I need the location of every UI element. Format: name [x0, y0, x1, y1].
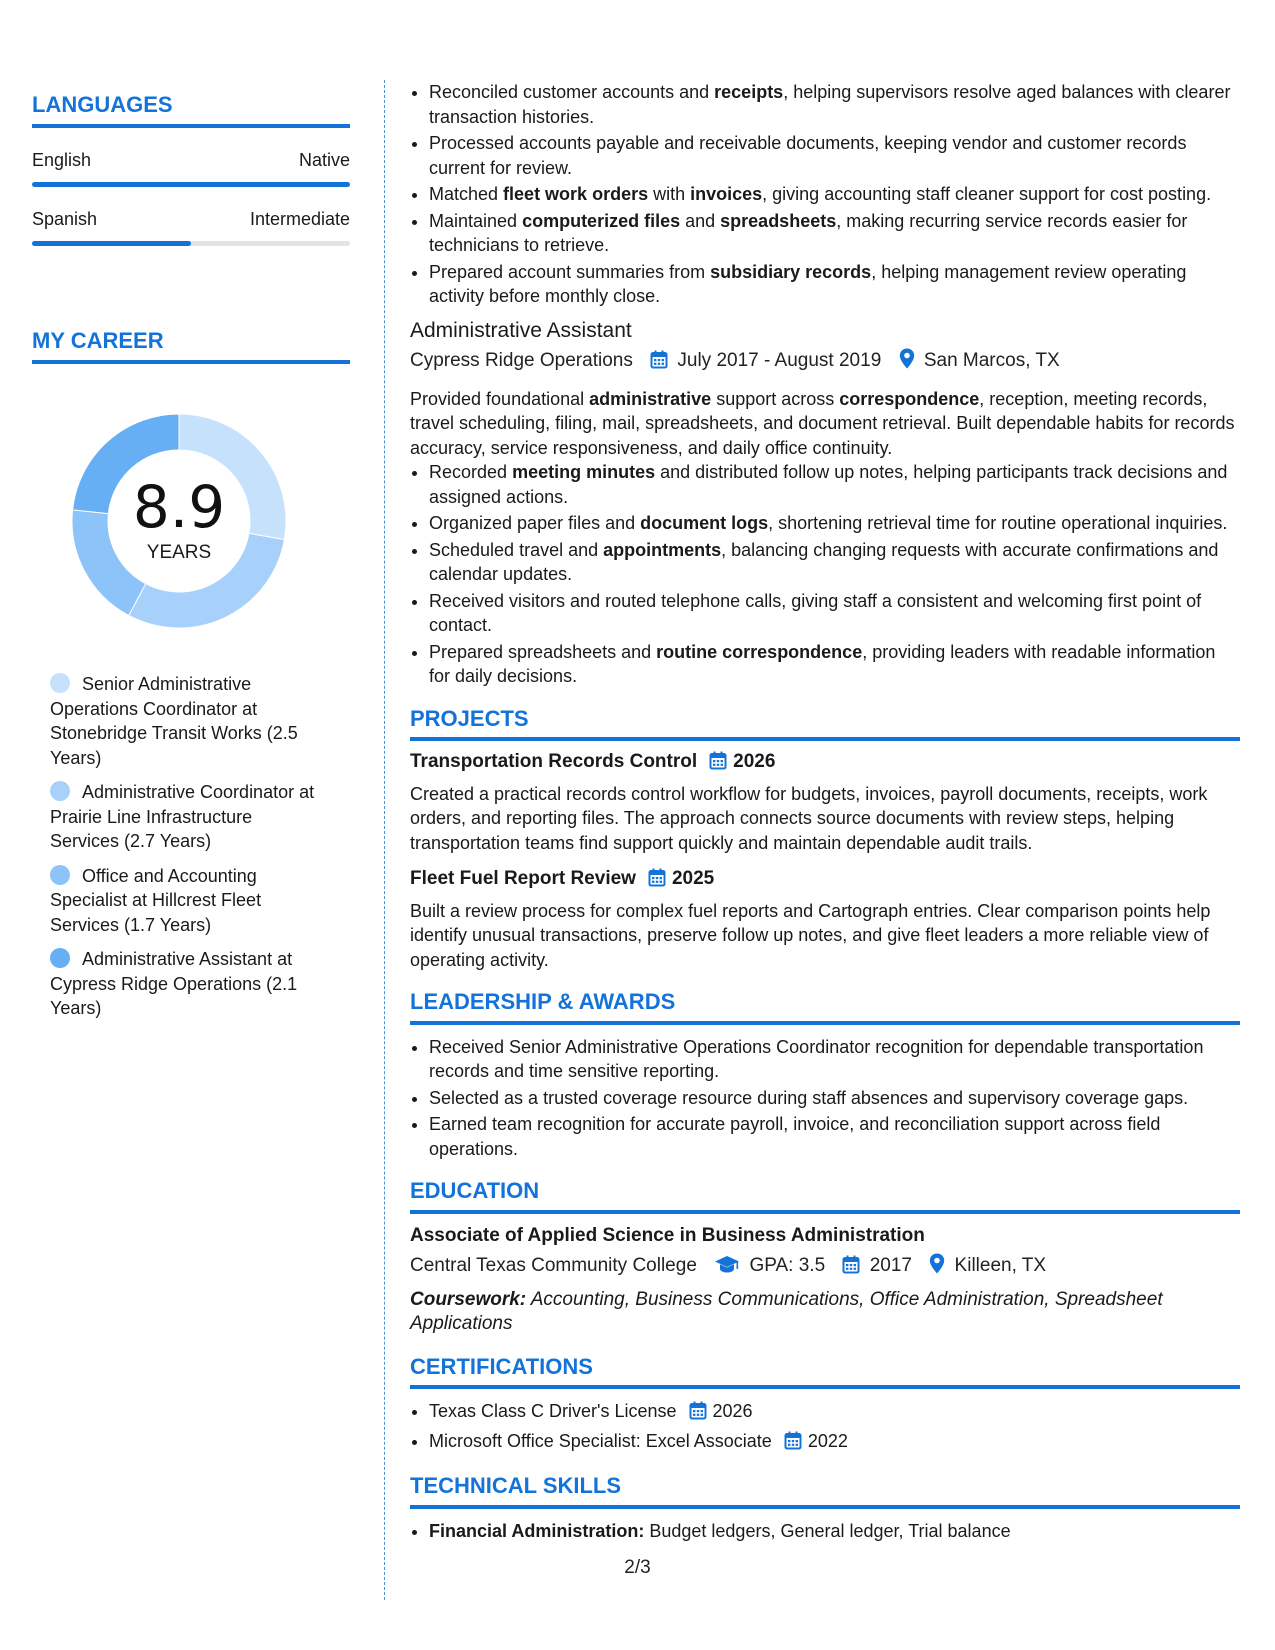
education-year: 2017 [869, 1255, 912, 1276]
certification-name: Microsoft Office Specialist: Excel Associate [429, 1430, 772, 1451]
bullet-item [429, 511, 1240, 536]
page-number: 2/3 [624, 1557, 651, 1578]
certifications-list [410, 1399, 1240, 1456]
language-row [32, 150, 350, 171]
language-level-bar [32, 241, 350, 246]
bullet-item [429, 182, 1240, 207]
text-run: Reconciled customer accounts and [429, 82, 715, 102]
career-legend-label: Administrative Assistant at Cypress Ridge Operations (2.1 Years) [50, 949, 298, 1018]
certification-year: 2022 [807, 1430, 848, 1451]
text-run: with [648, 184, 691, 204]
career-legend-item [50, 864, 320, 938]
project-description: Built a review process for complex fuel reports and Cartograph entries. Clear comparison points help identify unusual transactions, preserve follow up notes, and give fleet leaders a more reliable view of operating activity. [410, 900, 1211, 970]
language-name: Spanish [32, 209, 98, 229]
bold-text: computerized files [522, 210, 681, 231]
previous-job-bullets [410, 80, 1240, 309]
text-run: , shortening retrieval time for routine operational inquiries. [768, 513, 1228, 533]
bullet-item [429, 538, 1240, 587]
certification-name: Texas Class C Driver's License [429, 1401, 677, 1421]
education-coursework [410, 1288, 1240, 1337]
bold-text: meeting minutes [512, 462, 656, 482]
project-name: Transportation Records Control [410, 751, 698, 772]
project-year: 2026 [733, 751, 776, 772]
coursework-list: Accounting, Business Communications, Office Administration, Spreadsheet Applications [410, 1288, 1163, 1334]
skills-title: TECHNICAL SKILLS [410, 1474, 1240, 1509]
career-legend-item [50, 672, 320, 770]
job-company: Cypress Ridge Operations [410, 350, 633, 371]
text-run: and distributed follow up notes, helping participants track decisions and assigned actions. [429, 462, 1228, 507]
language-name: English [32, 150, 92, 170]
education-gpa: GPA: 3.5 [749, 1255, 826, 1276]
legend-dot [50, 948, 70, 968]
calendar-icon [709, 751, 727, 778]
bold-text: spreadsheets [720, 210, 837, 231]
language-level: Intermediate [249, 209, 350, 229]
career-legend-item [50, 780, 320, 854]
project-name: Fleet Fuel Report Review [410, 868, 636, 889]
text-run: , reception, meeting records, travel scheduling, filing, mail, spreadsheets, and document retrieval. Built dependable habits for records accuracy, service responsiveness, and daily office continuity. [410, 388, 1235, 458]
languages-title: LANGUAGES [32, 92, 350, 128]
bullet-item [429, 260, 1240, 309]
text-run: Provided foundational [410, 388, 590, 409]
calendar-icon [689, 1401, 707, 1427]
text-run: , helping supervisors resolve aged balances with clearer transaction histories. [429, 82, 1231, 127]
leadership-list [410, 1035, 1240, 1162]
career-title: MY CAREER [32, 328, 350, 364]
job-location: San Marcos, TX [923, 350, 1060, 371]
certification-year: 2026 [712, 1401, 753, 1421]
text-run: support across [711, 388, 840, 409]
skill-values: Budget ledgers, General ledger, Trial balance [644, 1520, 1011, 1541]
education-meta [410, 1253, 1240, 1282]
career-total-unit: YEARS [146, 542, 212, 563]
column-divider [384, 80, 385, 1600]
projects-title: PROJECTS [410, 707, 1240, 742]
language-level-bar [32, 182, 350, 187]
project-description: Created a practical records control workflow for budgets, invoices, payroll documents, receipts, work orders, and reporting files. The approach connects source documents with review steps, helping transportation teams find support quickly and maintain dependable audit trails. [410, 783, 1208, 853]
bold-text: appointments [603, 539, 722, 560]
legend-dot [50, 673, 70, 693]
certifications-title: CERTIFICATIONS [410, 1355, 1240, 1390]
project-heading [410, 867, 1240, 895]
skill-category: Financial Administration: [429, 1520, 645, 1541]
award-item: • Received Senior Administrative Operations Coordinator recognition for dependable transportation records and time sensitive reporting. [429, 1035, 1240, 1084]
career-legend-label: Senior Administrative Operations Coordinator at Stonebridge Transit Works (2.5 Years) [50, 674, 298, 768]
leadership-title: LEADERSHIP & AWARDS [410, 990, 1240, 1025]
education-degree: Associate of Applied Science in Business Administration [410, 1224, 925, 1246]
bold-text: document logs [640, 513, 769, 533]
text-run: Matched [429, 184, 504, 204]
calendar-icon [648, 868, 666, 895]
bullet-item [429, 80, 1240, 129]
legend-dot [50, 865, 70, 885]
text-run: and [680, 210, 721, 231]
text-run: , helping management review operating activity before monthly close. [429, 261, 1187, 306]
language-level-fill [32, 241, 191, 246]
career-legend [50, 672, 320, 1021]
bold-text: subsidiary records [710, 261, 872, 282]
skills-section [410, 1474, 1240, 1543]
projects-section [410, 707, 1240, 973]
text-run: Processed accounts payable and receivable documents, keeping vendor and customer records current for review. [429, 133, 1187, 178]
text-run: Received visitors and routed telephone calls, giving staff a consistent and welcoming first point of contact. [429, 590, 1202, 635]
certifications-section [410, 1355, 1240, 1457]
language-level: Native [298, 150, 350, 170]
text-run: Recorded [429, 462, 513, 482]
right-column [410, 80, 1240, 1545]
career-total-years: 8.9 [132, 473, 226, 541]
bullet-item [429, 209, 1240, 258]
education-location: Killeen, TX [954, 1255, 1047, 1276]
text-run: Prepared account summaries from [429, 261, 711, 282]
certification-item [429, 1399, 1240, 1427]
award-item: • Earned team recognition for accurate payroll, invoice, and reconciliation support across field operations. [429, 1112, 1240, 1161]
award-item: • Selected as a trusted coverage resource during staff absences and supervisory coverage gaps. [429, 1086, 1240, 1111]
map-pin-icon [929, 1253, 945, 1282]
bullet-item [429, 589, 1240, 638]
text-run: Scheduled travel and [429, 539, 604, 560]
education-school: Central Texas Community College [410, 1255, 697, 1276]
job-title: Administrative Assistant [410, 318, 632, 342]
career-donut-chart [64, 406, 294, 636]
map-pin-icon [899, 348, 915, 377]
graduation-cap-icon [714, 1255, 740, 1282]
bold-text: routine correspondence [656, 641, 863, 662]
bold-text: administrative [589, 388, 712, 409]
language-row [32, 209, 350, 230]
job-meta [410, 348, 1240, 377]
career-legend-label: Administrative Coordinator at Prairie Line Infrastructure Services (2.7 Years) [50, 782, 315, 851]
text-run: , providing leaders with readable information for daily decisions. [429, 641, 1216, 686]
job-bullets [410, 460, 1240, 689]
text-run: Organized paper files and [429, 513, 641, 533]
bold-text: correspondence [839, 388, 980, 409]
text-run: Prepared spreadsheets and [429, 641, 657, 662]
calendar-icon [784, 1431, 802, 1457]
career-legend-label: Office and Accounting Specialist at Hillcrest Fleet Services (1.7 Years) [50, 865, 262, 935]
text-run: , balancing changing requests with accurate confirmations and calendar updates. [429, 539, 1219, 584]
job-summary [410, 387, 1240, 461]
text-run: Maintained [429, 210, 523, 231]
legend-dot [50, 781, 70, 801]
languages-list [32, 150, 350, 246]
job-dates: July 2017 - August 2019 [677, 350, 882, 371]
bold-text: receipts [714, 82, 784, 102]
bold-text: invoices [690, 184, 763, 204]
text-run: , giving accounting staff cleaner support for cost posting. [762, 184, 1212, 204]
skills-list [410, 1519, 1240, 1544]
bullet-item [429, 640, 1240, 689]
career-legend-item [50, 947, 320, 1021]
education-section [410, 1179, 1240, 1337]
project-year: 2025 [671, 868, 715, 889]
bullet-item [429, 460, 1240, 509]
project-heading [410, 750, 1240, 778]
calendar-icon [842, 1255, 860, 1282]
bold-text: fleet work orders [503, 184, 649, 204]
left-column [32, 92, 350, 1031]
text-run: , making recurring service records easier for technicians to retrieve. [429, 210, 1188, 255]
language-level-fill [32, 182, 350, 187]
coursework-label: Coursework: [410, 1288, 527, 1310]
bullet-item [429, 131, 1240, 180]
certification-item [429, 1429, 1240, 1457]
education-title: EDUCATION [410, 1179, 1240, 1214]
skill-item [429, 1519, 1240, 1544]
leadership-section [410, 990, 1240, 1161]
calendar-icon [650, 350, 668, 377]
